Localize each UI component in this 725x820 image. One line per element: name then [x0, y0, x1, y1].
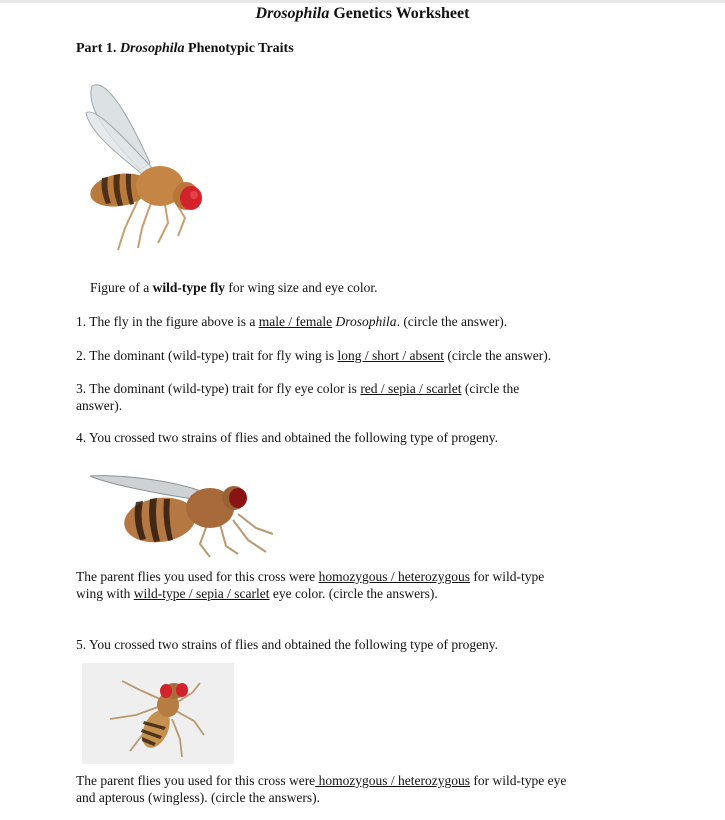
part1-heading: Part 1. Drosophila Phenotypic Traits — [76, 41, 294, 56]
question-3: 3. The dominant (wild-type) trait for fly eye color is red / sepia / scarlet (circle the answer). — [76, 381, 520, 413]
question-5-answer: The parent flies you used for this cross were homozygous / heterozygous for wild-type eye and apterous (wingless). (circle the answers). — [76, 773, 567, 805]
progeny-fly-image-1 — [88, 462, 278, 562]
q5-zygosity-choices[interactable]: homozygous / heterozygous — [315, 773, 471, 788]
question-1: 1. The fly in the figure above is a male / female Drosophila. (circle the answer). — [76, 314, 508, 329]
q1-choices[interactable]: male / female — [258, 314, 333, 329]
worksheet-title: Drosophila Genetics Worksheet — [255, 5, 470, 22]
question-5: 5. You crossed two strains of flies and obtained the following type of progeny. — [76, 637, 499, 652]
wild-type-fly-image — [80, 78, 210, 253]
q4-eye-color-choices[interactable]: wild-type / sepia / scarlet — [133, 586, 270, 601]
figure1-caption: Figure of a wild-type fly for wing size and eye color. — [90, 280, 378, 295]
question-4: 4. You crossed two strains of flies and obtained the following type of progeny. — [76, 430, 499, 445]
page-top-border — [0, 0, 725, 3]
q2-choices[interactable]: long / short / absent — [337, 348, 444, 363]
q3-choices[interactable]: red / sepia / scarlet — [360, 381, 462, 396]
question-2: 2. The dominant (wild-type) trait for fly wing is long / short / absent (circle the answer). — [76, 348, 552, 363]
progeny-fly-image-2 — [82, 663, 234, 764]
question-4-answer: The parent flies you used for this cross were homozygous / heterozygous for wild-type wing with wild-type / sepia / scarlet eye color. (circle the answers). — [76, 569, 545, 601]
q4-zygosity-choices[interactable]: homozygous / heterozygous — [318, 569, 471, 584]
